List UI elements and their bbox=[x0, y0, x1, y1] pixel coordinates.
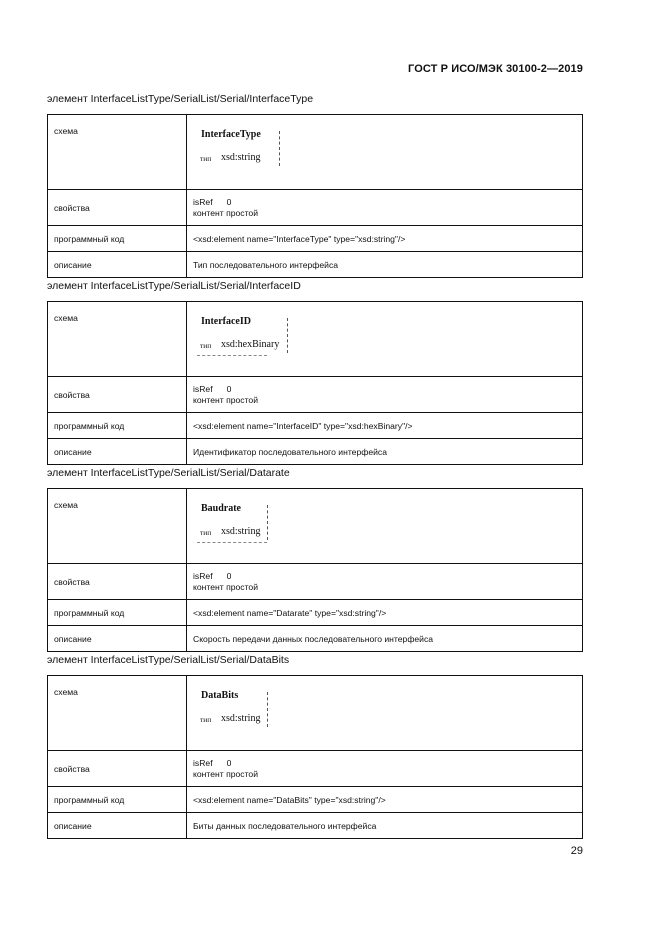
schema-diagram bbox=[193, 123, 288, 175]
table-row-code bbox=[48, 413, 583, 439]
table-row-description bbox=[48, 626, 583, 652]
description-cell: Идентификатор последовательного интерфейса bbox=[187, 439, 583, 465]
element-section-interfaceid bbox=[47, 280, 583, 465]
content-type: контент простой bbox=[193, 394, 258, 405]
document-header: ГОСТ Р ИСО/МЭК 30100-2—2019 bbox=[408, 63, 583, 75]
row-label-schema: схема bbox=[48, 302, 187, 377]
isref-value: 0 bbox=[226, 383, 232, 394]
properties-cell bbox=[187, 751, 583, 787]
code-cell: <xsd:element name="InterfaceType" type="xsd:string"/> bbox=[187, 226, 583, 252]
page-number: 29 bbox=[570, 845, 583, 857]
row-label-code: программный код bbox=[48, 413, 187, 439]
schema-type-value: xsd:hexBinary bbox=[221, 339, 280, 350]
isref-value: 0 bbox=[226, 570, 232, 581]
row-label-properties: свойства bbox=[48, 377, 187, 413]
description-cell: Скорость передачи данных последовательного интерфейса bbox=[187, 626, 583, 652]
content-type: контент простой bbox=[193, 581, 258, 592]
table-row-code bbox=[48, 787, 583, 813]
table-row-code bbox=[48, 226, 583, 252]
table-row-description bbox=[48, 813, 583, 839]
properties-cell bbox=[187, 190, 583, 226]
section-title: элемент InterfaceListType/SerialList/Serial/DataBits bbox=[47, 654, 290, 666]
row-label-schema: схема bbox=[48, 489, 187, 564]
schema-element-name: InterfaceID bbox=[201, 316, 251, 327]
schema-box-border bbox=[267, 505, 268, 540]
table-row-properties bbox=[48, 377, 583, 413]
table-row-properties bbox=[48, 751, 583, 787]
schema-box-bottom bbox=[197, 542, 267, 543]
description-cell: Биты данных последовательного интерфейса bbox=[187, 813, 583, 839]
table-row-code bbox=[48, 600, 583, 626]
element-section-databits bbox=[47, 654, 583, 839]
properties-cell bbox=[187, 377, 583, 413]
row-label-description: описание bbox=[48, 626, 187, 652]
schema-cell bbox=[187, 676, 583, 751]
table-row-schema bbox=[48, 676, 583, 751]
element-section-datarate bbox=[47, 467, 583, 652]
schema-element-name: InterfaceType bbox=[201, 129, 261, 140]
row-label-properties: свойства bbox=[48, 190, 187, 226]
row-label-schema: схема bbox=[48, 676, 187, 751]
element-table bbox=[47, 301, 583, 465]
schema-type-value: xsd:string bbox=[221, 152, 261, 163]
schema-diagram bbox=[193, 497, 288, 549]
row-label-properties: свойства bbox=[48, 751, 187, 787]
schema-box-bottom bbox=[197, 355, 267, 356]
isref-label: isRef bbox=[193, 196, 213, 207]
schema-box-border bbox=[287, 318, 288, 353]
element-table bbox=[47, 675, 583, 839]
schema-type-value: xsd:string bbox=[221, 713, 261, 724]
schema-box-border bbox=[267, 692, 268, 727]
isref-value: 0 bbox=[226, 757, 232, 768]
isref-label: isRef bbox=[193, 570, 213, 581]
row-label-schema: схема bbox=[48, 115, 187, 190]
schema-diagram bbox=[193, 684, 288, 736]
row-label-description: описание bbox=[48, 439, 187, 465]
properties-cell bbox=[187, 564, 583, 600]
schema-cell bbox=[187, 302, 583, 377]
row-label-code: программный код bbox=[48, 787, 187, 813]
table-row-schema bbox=[48, 302, 583, 377]
isref-label: isRef bbox=[193, 757, 213, 768]
table-row-description bbox=[48, 439, 583, 465]
schema-cell bbox=[187, 489, 583, 564]
content-type: контент простой bbox=[193, 768, 258, 779]
description-cell: Тип последовательного интерфейса bbox=[187, 252, 583, 278]
row-label-description: описание bbox=[48, 813, 187, 839]
section-title: элемент InterfaceListType/SerialList/Serial/InterfaceID bbox=[47, 280, 301, 292]
row-label-properties: свойства bbox=[48, 564, 187, 600]
schema-type-label: тип bbox=[200, 341, 212, 350]
element-section-interfacetype bbox=[47, 93, 583, 278]
table-row-properties bbox=[48, 190, 583, 226]
section-title: элемент InterfaceListType/SerialList/Serial/InterfaceType bbox=[47, 93, 314, 105]
schema-diagram bbox=[193, 310, 288, 362]
schema-cell bbox=[187, 115, 583, 190]
row-label-code: программный код bbox=[48, 226, 187, 252]
table-row-description bbox=[48, 252, 583, 278]
table-row-properties bbox=[48, 564, 583, 600]
schema-type-label: тип bbox=[200, 528, 212, 537]
isref-label: isRef bbox=[193, 383, 213, 394]
isref-value: 0 bbox=[226, 196, 232, 207]
content-type: контент простой bbox=[193, 207, 258, 218]
element-table bbox=[47, 114, 583, 278]
schema-type-label: тип bbox=[200, 154, 212, 163]
table-row-schema bbox=[48, 115, 583, 190]
row-label-description: описание bbox=[48, 252, 187, 278]
element-table bbox=[47, 488, 583, 652]
schema-type-label: тип bbox=[200, 715, 212, 724]
section-title: элемент InterfaceListType/SerialList/Serial/Datarate bbox=[47, 467, 290, 479]
code-cell: <xsd:element name="InterfaceID" type="xsd:hexBinary"/> bbox=[187, 413, 583, 439]
schema-box-border bbox=[279, 131, 280, 166]
schema-type-value: xsd:string bbox=[221, 526, 261, 537]
code-cell: <xsd:element name="Datarate" type="xsd:string"/> bbox=[187, 600, 583, 626]
code-cell: <xsd:element name="DataBits" type="xsd:string"/> bbox=[187, 787, 583, 813]
row-label-code: программный код bbox=[48, 600, 187, 626]
schema-element-name: Baudrate bbox=[201, 503, 241, 514]
table-row-schema bbox=[48, 489, 583, 564]
schema-element-name: DataBits bbox=[201, 690, 239, 701]
